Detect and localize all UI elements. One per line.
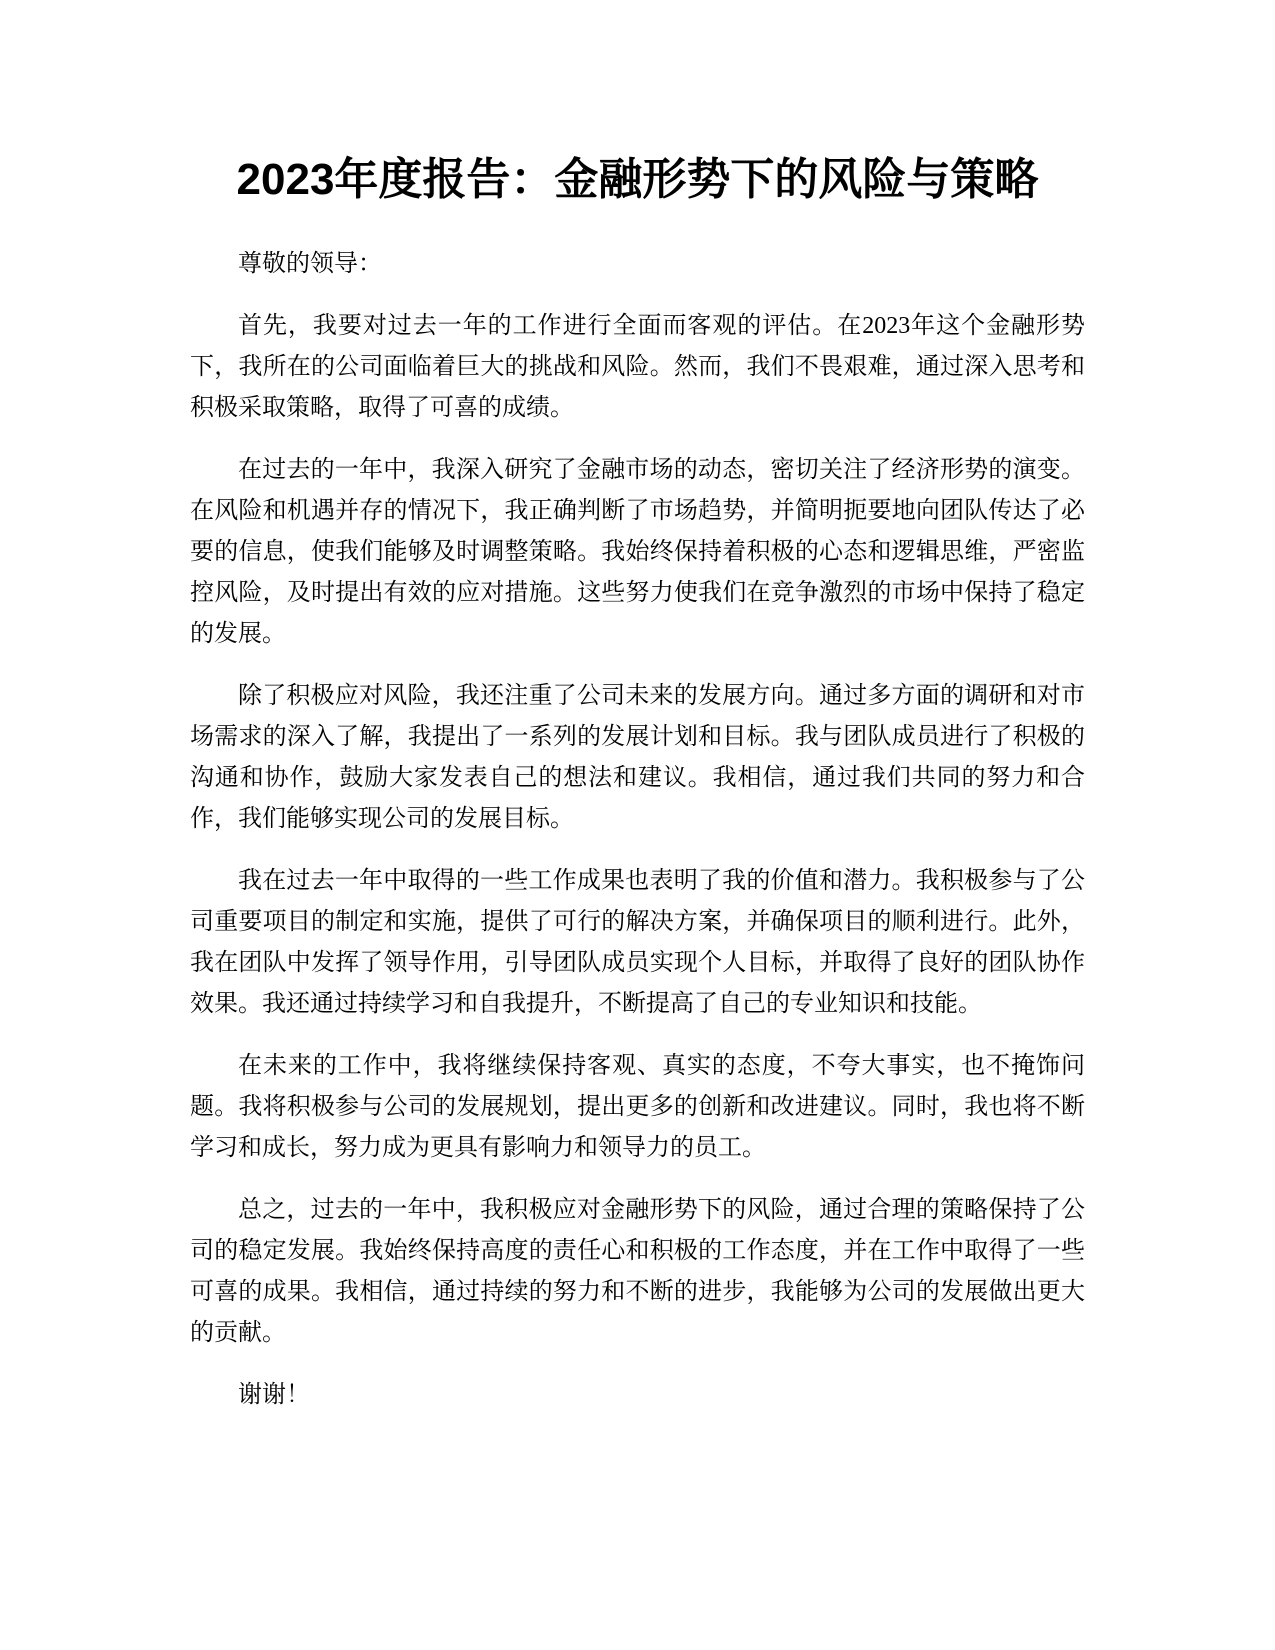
closing: 谢谢！	[238, 1382, 310, 1408]
body-paragraph: 我在过去一年中取得的一些工作成果也表明了我的价值和潜力。我积极参与了公司重要项目的制定和实施，提供了可行的解决方案，并确保项目的顺利进行。此外，我在团队中发挥了领导作用，引导团队成员实现个人目标，并取得了良好的团队协作效果。我还通过持续学习和自我提升，不断提高了自己的专业知识和技能。	[190, 868, 1085, 1017]
document-body	[190, 244, 1085, 1437]
body-paragraph: 除了积极应对风险，我还注重了公司未来的发展方向。通过多方面的调研和对市场需求的深入了解，我提出了一系列的发展计划和目标。我与团队成员进行了积极的沟通和协作，鼓励大家发表自己的想法和建议。我相信，通过我们共同的努力和合作，我们能够实现公司的发展目标。	[190, 683, 1085, 832]
salutation: 尊敬的领导：	[238, 251, 382, 277]
body-paragraph: 在过去的一年中，我深入研究了金融市场的动态，密切关注了经济形势的演变。在风险和机遇并存的情况下，我正确判断了市场趋势，并简明扼要地向团队传达了必要的信息，使我们能够及时调整策略。我始终保持着积极的心态和逻辑思维，严密监控风险，及时提出有效的应对措施。这些努力使我们在竞争激烈的市场中保持了稳定的发展。	[190, 457, 1085, 647]
document-title: 2023年度报告：金融形势下的风险与策略	[236, 155, 1039, 204]
body-paragraph: 在未来的工作中，我将继续保持客观、真实的态度，不夸大事实，也不掩饰问题。我将积极参与公司的发展规划，提出更多的创新和改进建议。同时，我也将不断学习和成长，努力成为更具有影响力和领导力的员工。	[190, 1053, 1085, 1161]
body-paragraph: 首先，我要对过去一年的工作进行全面而客观的评估。在2023年这个金融形势下，我所在的公司面临着巨大的挑战和风险。然而，我们不畏艰难，通过深入思考和积极采取策略，取得了可喜的成绩。	[190, 313, 1085, 421]
body-paragraph: 总之，过去的一年中，我积极应对金融形势下的风险，通过合理的策略保持了公司的稳定发展。我始终保持高度的责任心和积极的工作态度，并在工作中取得了一些可喜的成果。我相信，通过持续的努力和不断的进步，我能够为公司的发展做出更大的贡献。	[190, 1197, 1085, 1346]
